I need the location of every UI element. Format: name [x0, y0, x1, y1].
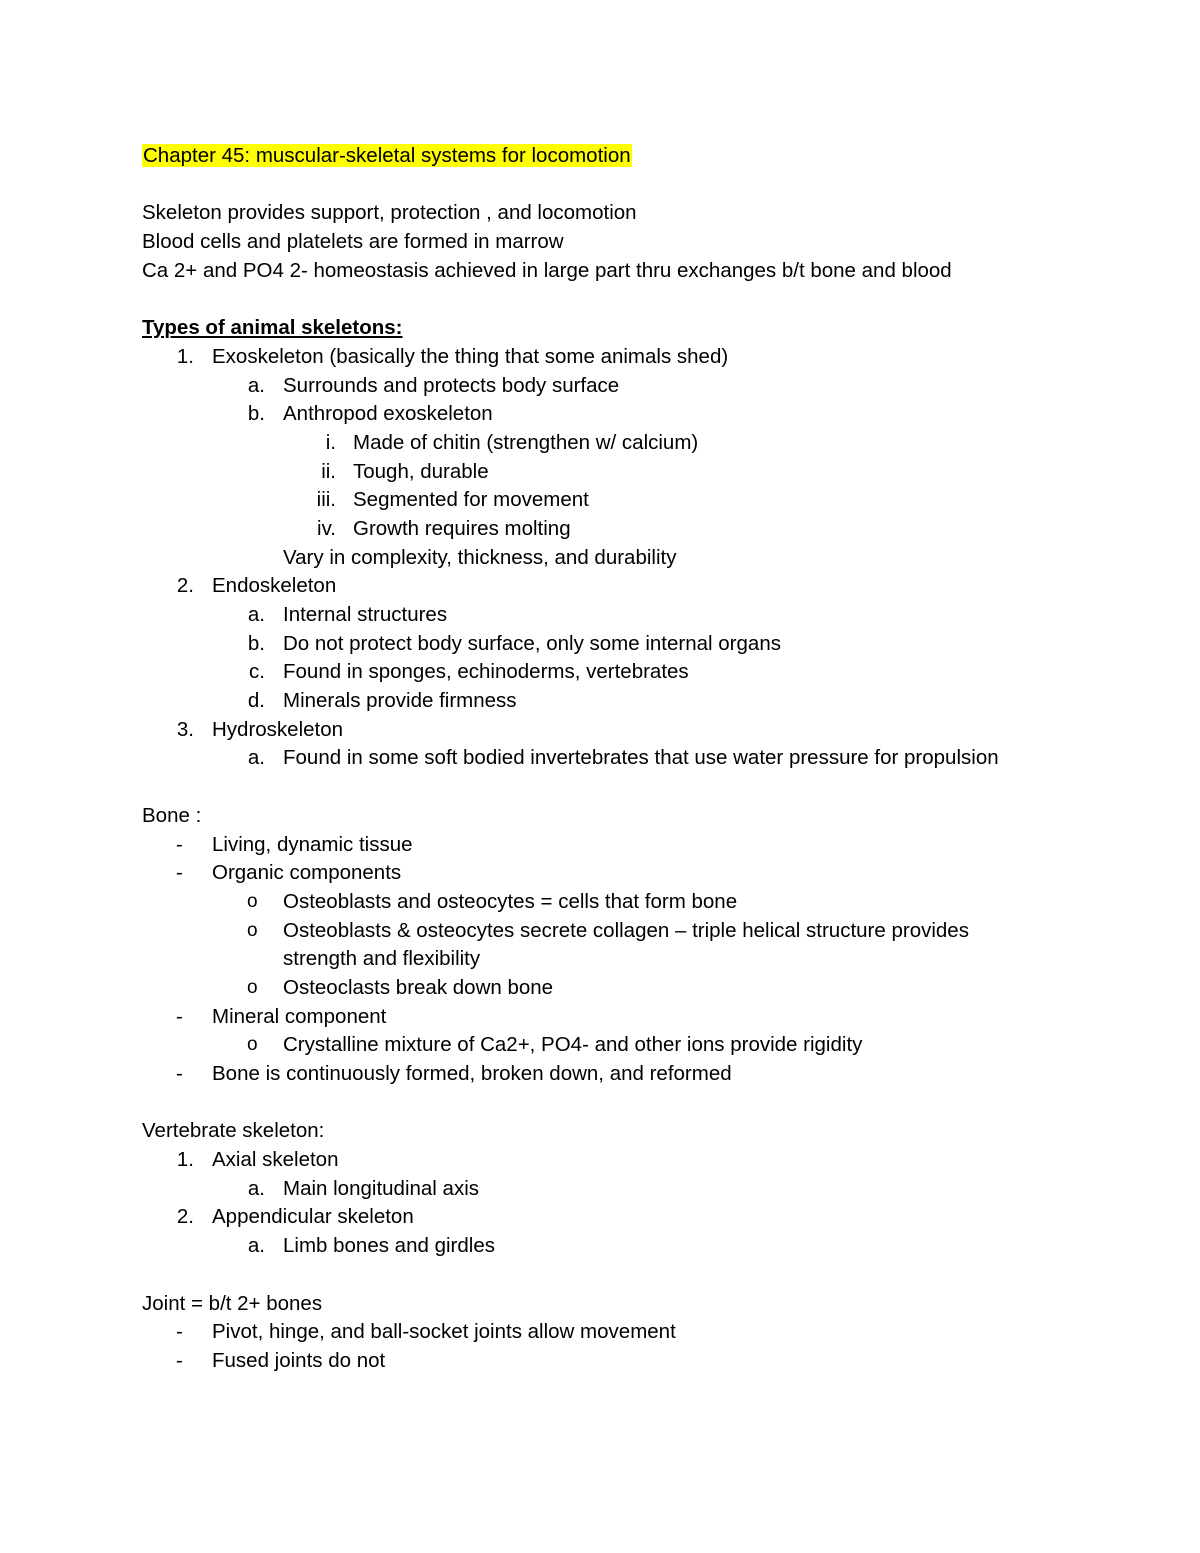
- list-letter: a.: [247, 373, 265, 397]
- list-item: [0, 716, 1200, 745]
- list-item-text: Made of chitin (strengthen w/ calcium): [353, 430, 699, 454]
- list-letter: a.: [247, 1234, 265, 1258]
- bone-heading: Bone :: [142, 803, 202, 827]
- list-item: [0, 372, 1200, 401]
- list-item: [0, 1347, 1200, 1376]
- list-item: [0, 888, 1200, 917]
- list-item-text: Do not protect body surface, only some internal organs: [283, 631, 781, 655]
- list-item: [0, 859, 1200, 888]
- list-item-text: Growth requires molting: [353, 516, 571, 540]
- list-item-text: Appendicular skeleton: [212, 1205, 414, 1229]
- list-item-text: Main longitudinal axis: [283, 1176, 480, 1200]
- joint-heading: Joint = b/t 2+ bones: [142, 1291, 323, 1315]
- list-item: [0, 1318, 1200, 1347]
- title-line: [0, 142, 1200, 171]
- list-item-text: Crystalline mixture of Ca2+, PO4- and other ions provide rigidity: [283, 1033, 863, 1057]
- list-item: [0, 400, 1200, 429]
- list-item: [0, 458, 1200, 487]
- list-letter: b.: [247, 631, 265, 655]
- list-letter: d.: [247, 689, 265, 713]
- list-item-text: Osteoblasts and osteocytes = cells that form bone: [283, 889, 738, 913]
- list-letter: c.: [249, 660, 265, 684]
- intro-text: Ca 2+ and PO4 2- homeostasis achieved in large part thru exchanges b/t bone and blood: [142, 258, 952, 282]
- types-heading: Types of animal skeletons:: [142, 316, 403, 340]
- dash-marker: -: [176, 1004, 183, 1028]
- list-item-text: Fused joints do not: [212, 1348, 386, 1372]
- list-number: 2.: [176, 574, 194, 598]
- list-roman: iv.: [317, 516, 336, 540]
- list-note-text: Vary in complexity, thickness, and durability: [283, 545, 677, 569]
- list-number: 2.: [176, 1205, 194, 1229]
- list-item-text: Osteoclasts break down bone: [283, 975, 554, 999]
- list-item-text: Living, dynamic tissue: [212, 832, 413, 856]
- list-item: [0, 1003, 1200, 1032]
- list-item-text: Limb bones and girdles: [283, 1234, 495, 1258]
- list-item: [0, 343, 1200, 372]
- list-item: [0, 1031, 1200, 1060]
- bullet-marker: o: [247, 1034, 258, 1056]
- list-item: [0, 601, 1200, 630]
- bullet-marker: o: [247, 890, 258, 912]
- list-item: [0, 572, 1200, 601]
- list-item-continuation: [0, 945, 1200, 974]
- dash-marker: -: [176, 832, 183, 856]
- list-item: [0, 974, 1200, 1003]
- dash-marker: -: [176, 1348, 183, 1372]
- list-item: [0, 630, 1200, 659]
- bullet-marker: o: [247, 976, 258, 998]
- list-item: [0, 917, 1200, 946]
- list-item-text: Internal structures: [283, 603, 448, 626]
- list-letter: b.: [247, 402, 265, 426]
- list-note: [0, 544, 1200, 573]
- list-item: [0, 658, 1200, 687]
- list-item-text: Tough, durable: [353, 459, 489, 483]
- list-number: 1.: [176, 1148, 194, 1172]
- chapter-title: Chapter 45: muscular-skeletal systems for locomotion: [143, 144, 631, 167]
- vertebrate-heading-line: [0, 1117, 1200, 1146]
- types-heading-line: [0, 314, 1200, 343]
- list-item-text: Exoskeleton (basically the thing that some animals shed): [212, 344, 729, 368]
- joint-heading-line: [0, 1290, 1200, 1319]
- list-item: [0, 429, 1200, 458]
- dash-marker: -: [176, 1062, 183, 1085]
- list-item-text: Found in some soft bodied invertebrates that use water pressure for propulsion: [283, 746, 999, 770]
- list-item-text: Axial skeleton: [212, 1148, 339, 1172]
- list-item-text: Pivot, hinge, and ball-socket joints allow movement: [212, 1320, 676, 1344]
- list-item-text: Osteoblasts & osteocytes secrete collagen – triple helical structure provides: [283, 918, 969, 942]
- bullet-marker: o: [247, 919, 258, 941]
- list-item: [0, 831, 1200, 860]
- list-letter: a.: [247, 746, 265, 770]
- list-item-text: Segmented for movement: [353, 488, 589, 512]
- list-number: 1.: [176, 344, 194, 368]
- list-item: [0, 1203, 1200, 1232]
- list-roman: i.: [325, 430, 336, 454]
- list-item-text: Endoskeleton: [212, 574, 337, 598]
- list-number: 3.: [176, 717, 194, 741]
- vertebrate-heading: Vertebrate skeleton:: [142, 1119, 325, 1143]
- list-letter: a.: [247, 603, 265, 626]
- list-item: [0, 1060, 1200, 1089]
- list-item-text: Organic components: [212, 861, 402, 885]
- list-item: [0, 687, 1200, 716]
- list-item: [0, 486, 1200, 515]
- list-item: [0, 1146, 1200, 1175]
- list-item-text: Minerals provide firmness: [283, 689, 517, 713]
- bone-heading-line: [0, 802, 1200, 831]
- intro-text: Skeleton provides support, protection , and locomotion: [142, 201, 637, 225]
- list-item-text: Found in sponges, echinoderms, vertebrates: [283, 660, 689, 684]
- intro-text: Blood cells and platelets are formed in marrow: [142, 230, 564, 254]
- list-roman: iii.: [316, 488, 336, 512]
- document-page: [0, 142, 1200, 1376]
- list-item-text: Bone is continuously formed, broken down, and reformed: [212, 1062, 732, 1085]
- intro-line: [0, 228, 1200, 257]
- list-item-text: Anthropod exoskeleton: [283, 402, 493, 426]
- list-item-text: Mineral component: [212, 1004, 387, 1028]
- intro-line: [0, 199, 1200, 228]
- list-item: [0, 1175, 1200, 1204]
- intro-line: [0, 257, 1200, 286]
- list-roman: ii.: [321, 459, 336, 483]
- list-item: [0, 515, 1200, 544]
- list-item: [0, 1232, 1200, 1261]
- list-item: [0, 744, 1200, 773]
- list-item-text: Surrounds and protects body surface: [283, 373, 620, 397]
- dash-marker: -: [176, 861, 183, 885]
- dash-marker: -: [176, 1320, 183, 1344]
- list-item-text: Hydroskeleton: [212, 717, 344, 741]
- list-item-text: strength and flexibility: [283, 947, 481, 971]
- list-letter: a.: [247, 1176, 265, 1200]
